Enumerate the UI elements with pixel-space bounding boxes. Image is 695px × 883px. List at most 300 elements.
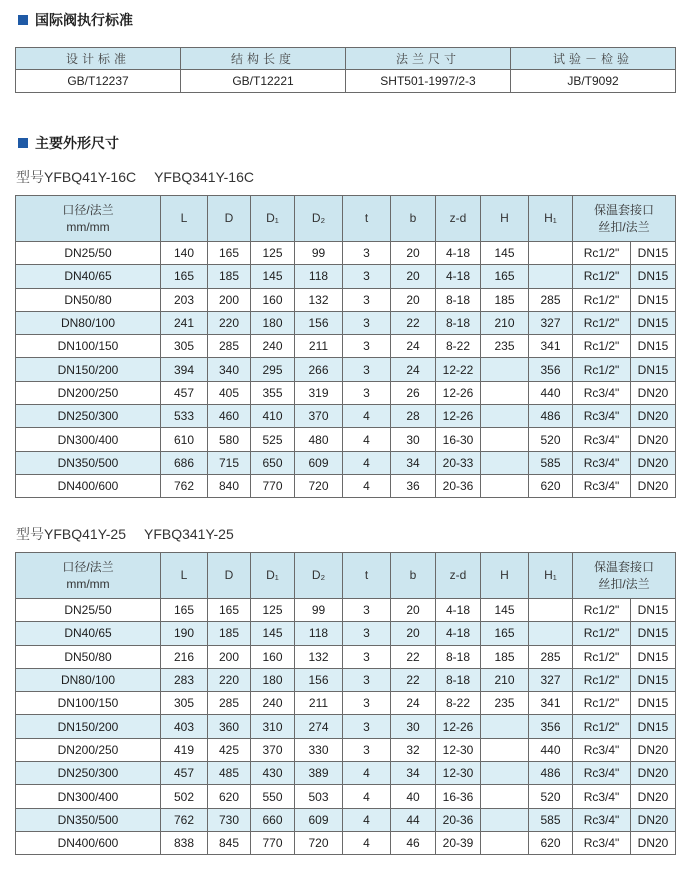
cell-h1	[529, 622, 573, 645]
section-title-standards	[18, 11, 133, 29]
cell-jacket-flange: DN20	[631, 762, 676, 785]
cell-d1: 125	[251, 599, 295, 622]
cell-l: 216	[161, 645, 208, 668]
cell-jacket-thread: Rc1/2"	[573, 288, 631, 311]
header-zd: z-d	[436, 196, 481, 242]
cell-d2: 609	[295, 451, 343, 474]
cell-l: 403	[161, 715, 208, 738]
cell-d1: 650	[251, 451, 295, 474]
cell-b: 20	[391, 622, 436, 645]
cell-b: 32	[391, 738, 436, 761]
cell-d: 165	[208, 599, 251, 622]
cell-d2: 319	[295, 381, 343, 404]
cell-size: DN40/65	[16, 265, 161, 288]
cell-d: 165	[208, 242, 251, 265]
cell-b: 20	[391, 265, 436, 288]
cell-jacket-flange: DN15	[631, 692, 676, 715]
header-d1: D₁	[251, 196, 295, 242]
cell-jacket-flange: DN15	[631, 311, 676, 334]
cell-h1: 341	[529, 335, 573, 358]
cell-d2: 99	[295, 242, 343, 265]
cell-d: 340	[208, 358, 251, 381]
table-header-row	[16, 553, 676, 599]
cell-h	[481, 738, 529, 761]
cell-d1: 240	[251, 692, 295, 715]
cell-zd: 16-36	[436, 785, 481, 808]
cell-d2: 330	[295, 738, 343, 761]
cell-l: 305	[161, 692, 208, 715]
table-row	[16, 622, 676, 645]
cell-size: DN40/65	[16, 622, 161, 645]
cell-d1: 145	[251, 265, 295, 288]
cell-h: 235	[481, 692, 529, 715]
cell-d: 620	[208, 785, 251, 808]
cell-d: 425	[208, 738, 251, 761]
header-h: H	[481, 196, 529, 242]
cell-h1	[529, 265, 573, 288]
table-header-row	[16, 196, 676, 242]
standards-header-design: 设计标准	[16, 48, 181, 70]
model-label-25	[16, 524, 234, 544]
cell-zd: 4-18	[436, 242, 481, 265]
cell-b: 20	[391, 242, 436, 265]
header-size-line2: mm/mm	[66, 219, 110, 234]
cell-d1: 125	[251, 242, 295, 265]
cell-d1: 295	[251, 358, 295, 381]
cell-jacket-thread: Rc1/2"	[573, 715, 631, 738]
table-row	[16, 405, 676, 428]
cell-d1: 355	[251, 381, 295, 404]
cell-b: 30	[391, 715, 436, 738]
cell-zd: 20-39	[436, 831, 481, 854]
cell-d1: 770	[251, 474, 295, 497]
cell-size: DN200/250	[16, 381, 161, 404]
cell-d2: 370	[295, 405, 343, 428]
cell-zd: 8-18	[436, 645, 481, 668]
cell-d1: 240	[251, 335, 295, 358]
cell-h	[481, 451, 529, 474]
cell-b: 24	[391, 335, 436, 358]
cell-d2: 609	[295, 808, 343, 831]
cell-d1: 180	[251, 668, 295, 691]
cell-t: 3	[343, 358, 391, 381]
cell-d: 200	[208, 645, 251, 668]
cell-zd: 4-18	[436, 265, 481, 288]
cell-jacket-flange: DN20	[631, 785, 676, 808]
standards-value-design: GB/T12237	[16, 70, 181, 93]
header-size-line1: 口径/法兰	[62, 559, 114, 574]
cell-jacket-flange: DN20	[631, 738, 676, 761]
cell-d2: 211	[295, 335, 343, 358]
table-row	[16, 738, 676, 761]
cell-h1: 486	[529, 762, 573, 785]
cell-h: 185	[481, 288, 529, 311]
cell-size: DN80/100	[16, 668, 161, 691]
cell-zd: 12-30	[436, 762, 481, 785]
table-row	[16, 358, 676, 381]
cell-h: 235	[481, 335, 529, 358]
table-row	[16, 242, 676, 265]
cell-d: 220	[208, 311, 251, 334]
cell-h: 145	[481, 242, 529, 265]
cell-h: 145	[481, 599, 529, 622]
cell-jacket-thread: Rc3/4"	[573, 451, 631, 474]
cell-h	[481, 785, 529, 808]
cell-h: 165	[481, 622, 529, 645]
cell-jacket-flange: DN15	[631, 358, 676, 381]
bullet-square-icon	[18, 15, 28, 25]
cell-b: 28	[391, 405, 436, 428]
cell-d2: 118	[295, 622, 343, 645]
cell-l: 762	[161, 808, 208, 831]
cell-d1: 180	[251, 311, 295, 334]
cell-h1: 327	[529, 311, 573, 334]
cell-d: 730	[208, 808, 251, 831]
cell-h1: 620	[529, 831, 573, 854]
cell-b: 20	[391, 599, 436, 622]
cell-jacket-flange: DN20	[631, 831, 676, 854]
cell-size: DN300/400	[16, 428, 161, 451]
cell-zd: 20-36	[436, 474, 481, 497]
cell-t: 3	[343, 692, 391, 715]
cell-t: 4	[343, 474, 391, 497]
header-l: L	[161, 196, 208, 242]
cell-size: DN400/600	[16, 831, 161, 854]
cell-zd: 12-26	[436, 715, 481, 738]
cell-h	[481, 715, 529, 738]
cell-b: 22	[391, 311, 436, 334]
table-row	[16, 808, 676, 831]
cell-b: 26	[391, 381, 436, 404]
cell-jacket-flange: DN15	[631, 645, 676, 668]
header-jacket	[573, 553, 676, 599]
header-b: b	[391, 553, 436, 599]
cell-jacket-thread: Rc1/2"	[573, 645, 631, 668]
cell-t: 3	[343, 599, 391, 622]
cell-zd: 12-26	[436, 405, 481, 428]
cell-b: 24	[391, 358, 436, 381]
cell-d: 485	[208, 762, 251, 785]
table-row	[16, 715, 676, 738]
cell-d2: 99	[295, 599, 343, 622]
cell-zd: 8-18	[436, 311, 481, 334]
cell-size: DN150/200	[16, 358, 161, 381]
standards-value-test: JB/T9092	[511, 70, 676, 93]
cell-l: 838	[161, 831, 208, 854]
header-size-line1: 口径/法兰	[62, 202, 114, 217]
cell-zd: 20-33	[436, 451, 481, 474]
table-row	[16, 265, 676, 288]
cell-zd: 16-30	[436, 428, 481, 451]
cell-t: 3	[343, 645, 391, 668]
cell-l: 203	[161, 288, 208, 311]
table-row	[16, 335, 676, 358]
cell-jacket-thread: Rc3/4"	[573, 831, 631, 854]
cell-size: DN300/400	[16, 785, 161, 808]
cell-jacket-flange: DN20	[631, 428, 676, 451]
table-row	[16, 451, 676, 474]
cell-d2: 156	[295, 668, 343, 691]
cell-d: 185	[208, 265, 251, 288]
cell-l: 419	[161, 738, 208, 761]
cell-h1	[529, 599, 573, 622]
header-h1: H₁	[529, 196, 573, 242]
header-jacket-line2: 丝扣/法兰	[598, 219, 650, 234]
model-label-16c	[16, 167, 254, 187]
table-row	[16, 831, 676, 854]
table-row	[16, 474, 676, 497]
cell-jacket-thread: Rc1/2"	[573, 692, 631, 715]
cell-d1: 550	[251, 785, 295, 808]
cell-jacket-thread: Rc3/4"	[573, 405, 631, 428]
cell-h	[481, 381, 529, 404]
cell-size: DN350/500	[16, 451, 161, 474]
cell-h1: 341	[529, 692, 573, 715]
cell-h1: 327	[529, 668, 573, 691]
cell-h	[481, 831, 529, 854]
cell-jacket-flange: DN15	[631, 599, 676, 622]
cell-jacket-thread: Rc1/2"	[573, 668, 631, 691]
cell-size: DN80/100	[16, 311, 161, 334]
header-h1: H₁	[529, 553, 573, 599]
cell-jacket-flange: DN15	[631, 288, 676, 311]
cell-h1: 585	[529, 808, 573, 831]
section-title-dimensions-text: 主要外形尺寸	[35, 136, 119, 152]
standards-header-flange: 法兰尺寸	[346, 48, 511, 70]
cell-l: 165	[161, 265, 208, 288]
cell-h1: 486	[529, 405, 573, 428]
header-jacket-line2: 丝扣/法兰	[598, 576, 650, 591]
cell-t: 3	[343, 622, 391, 645]
model-code-b: YFBQ341Y-16C	[154, 169, 254, 185]
cell-h	[481, 808, 529, 831]
cell-t: 3	[343, 738, 391, 761]
cell-h1: 440	[529, 381, 573, 404]
header-t: t	[343, 553, 391, 599]
cell-d2: 503	[295, 785, 343, 808]
cell-d: 285	[208, 692, 251, 715]
cell-l: 762	[161, 474, 208, 497]
cell-d: 285	[208, 335, 251, 358]
standards-table	[15, 47, 676, 93]
cell-d2: 132	[295, 645, 343, 668]
cell-d1: 770	[251, 831, 295, 854]
cell-h1: 356	[529, 358, 573, 381]
cell-zd: 20-36	[436, 808, 481, 831]
cell-jacket-flange: DN15	[631, 622, 676, 645]
cell-jacket-flange: DN15	[631, 335, 676, 358]
cell-jacket-flange: DN15	[631, 715, 676, 738]
cell-l: 140	[161, 242, 208, 265]
cell-h	[481, 474, 529, 497]
cell-l: 533	[161, 405, 208, 428]
cell-d2: 720	[295, 474, 343, 497]
cell-d: 580	[208, 428, 251, 451]
cell-d: 200	[208, 288, 251, 311]
cell-jacket-thread: Rc3/4"	[573, 738, 631, 761]
standards-header-test: 试验－检验	[511, 48, 676, 70]
cell-zd: 12-26	[436, 381, 481, 404]
cell-t: 4	[343, 405, 391, 428]
header-jacket	[573, 196, 676, 242]
cell-b: 34	[391, 762, 436, 785]
cell-l: 457	[161, 381, 208, 404]
cell-d2: 156	[295, 311, 343, 334]
header-t: t	[343, 196, 391, 242]
cell-zd: 8-22	[436, 335, 481, 358]
model-prefix: 型号	[16, 526, 44, 542]
standards-value-row	[16, 70, 676, 93]
cell-d: 220	[208, 668, 251, 691]
dimensions-table-16c	[15, 195, 676, 498]
cell-d1: 525	[251, 428, 295, 451]
cell-d1: 310	[251, 715, 295, 738]
cell-zd: 8-22	[436, 692, 481, 715]
section-title-dimensions	[18, 134, 119, 152]
cell-d2: 132	[295, 288, 343, 311]
cell-size: DN25/50	[16, 242, 161, 265]
header-d: D	[208, 196, 251, 242]
header-b: b	[391, 196, 436, 242]
cell-jacket-flange: DN20	[631, 451, 676, 474]
cell-t: 4	[343, 762, 391, 785]
header-h: H	[481, 553, 529, 599]
cell-size: DN250/300	[16, 405, 161, 428]
cell-t: 3	[343, 335, 391, 358]
table-row	[16, 785, 676, 808]
cell-l: 394	[161, 358, 208, 381]
cell-d1: 430	[251, 762, 295, 785]
cell-b: 36	[391, 474, 436, 497]
header-zd: z-d	[436, 553, 481, 599]
cell-jacket-thread: Rc3/4"	[573, 762, 631, 785]
cell-jacket-thread: Rc3/4"	[573, 785, 631, 808]
header-l: L	[161, 553, 208, 599]
cell-h1: 585	[529, 451, 573, 474]
cell-h1: 520	[529, 785, 573, 808]
cell-d2: 389	[295, 762, 343, 785]
cell-zd: 12-22	[436, 358, 481, 381]
standards-header-length: 结构长度	[181, 48, 346, 70]
cell-h: 185	[481, 645, 529, 668]
header-size	[16, 196, 161, 242]
cell-h: 210	[481, 668, 529, 691]
cell-d: 715	[208, 451, 251, 474]
cell-h	[481, 428, 529, 451]
header-jacket-line1: 保温套接口	[594, 559, 655, 574]
cell-b: 20	[391, 288, 436, 311]
cell-jacket-flange: DN15	[631, 668, 676, 691]
cell-jacket-thread: Rc1/2"	[573, 622, 631, 645]
table-row	[16, 428, 676, 451]
cell-d1: 410	[251, 405, 295, 428]
cell-size: DN100/150	[16, 692, 161, 715]
cell-zd: 12-30	[436, 738, 481, 761]
section-title-standards-text: 国际阀执行标准	[35, 13, 133, 29]
cell-jacket-thread: Rc1/2"	[573, 265, 631, 288]
cell-h	[481, 358, 529, 381]
model-code-b: YFBQ341Y-25	[143, 526, 234, 542]
cell-size: DN100/150	[16, 335, 161, 358]
cell-h1: 520	[529, 428, 573, 451]
header-jacket-line1: 保温套接口	[594, 202, 655, 217]
dimensions-table-body	[16, 599, 676, 855]
cell-t: 3	[343, 311, 391, 334]
header-d1: D₁	[251, 553, 295, 599]
cell-jacket-thread: Rc1/2"	[573, 335, 631, 358]
cell-zd: 4-18	[436, 622, 481, 645]
cell-size: DN50/80	[16, 288, 161, 311]
header-d2: D₂	[295, 553, 343, 599]
cell-t: 3	[343, 265, 391, 288]
cell-t: 3	[343, 381, 391, 404]
cell-t: 3	[343, 668, 391, 691]
cell-l: 305	[161, 335, 208, 358]
standards-header-row	[16, 48, 676, 70]
cell-b: 40	[391, 785, 436, 808]
cell-size: DN350/500	[16, 808, 161, 831]
cell-l: 283	[161, 668, 208, 691]
dimensions-table-25	[15, 552, 676, 855]
cell-jacket-flange: DN15	[631, 242, 676, 265]
cell-jacket-thread: Rc3/4"	[573, 474, 631, 497]
cell-b: 22	[391, 645, 436, 668]
cell-d1: 145	[251, 622, 295, 645]
cell-jacket-flange: DN20	[631, 381, 676, 404]
cell-t: 4	[343, 451, 391, 474]
cell-l: 190	[161, 622, 208, 645]
cell-h	[481, 762, 529, 785]
header-d: D	[208, 553, 251, 599]
cell-jacket-thread: Rc1/2"	[573, 358, 631, 381]
cell-t: 3	[343, 242, 391, 265]
cell-d1: 160	[251, 645, 295, 668]
cell-b: 46	[391, 831, 436, 854]
cell-jacket-thread: Rc1/2"	[573, 311, 631, 334]
cell-b: 34	[391, 451, 436, 474]
cell-t: 4	[343, 831, 391, 854]
cell-l: 502	[161, 785, 208, 808]
cell-h: 165	[481, 265, 529, 288]
cell-l: 165	[161, 599, 208, 622]
cell-size: DN200/250	[16, 738, 161, 761]
cell-d: 460	[208, 405, 251, 428]
table-row	[16, 692, 676, 715]
header-d2: D₂	[295, 196, 343, 242]
cell-l: 610	[161, 428, 208, 451]
cell-size: DN50/80	[16, 645, 161, 668]
model-code-a: YFBQ41Y-16C	[44, 169, 137, 185]
cell-size: DN25/50	[16, 599, 161, 622]
header-size-line2: mm/mm	[66, 576, 110, 591]
cell-jacket-thread: Rc3/4"	[573, 428, 631, 451]
cell-h: 210	[481, 311, 529, 334]
cell-size: DN150/200	[16, 715, 161, 738]
model-code-a: YFBQ41Y-25	[44, 526, 126, 542]
cell-h1: 285	[529, 288, 573, 311]
table-row	[16, 381, 676, 404]
cell-size: DN250/300	[16, 762, 161, 785]
table-row	[16, 288, 676, 311]
cell-d1: 160	[251, 288, 295, 311]
cell-jacket-flange: DN15	[631, 265, 676, 288]
cell-h1: 440	[529, 738, 573, 761]
table-row	[16, 599, 676, 622]
cell-jacket-flange: DN20	[631, 474, 676, 497]
cell-jacket-flange: DN20	[631, 405, 676, 428]
cell-jacket-thread: Rc1/2"	[573, 242, 631, 265]
cell-h1: 285	[529, 645, 573, 668]
